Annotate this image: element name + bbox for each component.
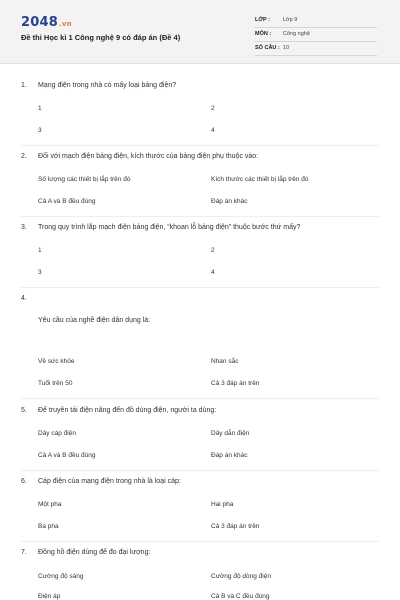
document-header <box>0 0 400 64</box>
option-d[interactable]: 4 <box>211 127 215 134</box>
option-d[interactable]: 4 <box>211 269 215 276</box>
option-c[interactable]: Tuổi trên 50 <box>38 380 73 387</box>
meta-subject <box>255 28 377 42</box>
option-b[interactable]: Cường độ dòng điện <box>211 573 271 580</box>
meta-count <box>255 42 377 56</box>
option-a[interactable]: Về sức khỏe <box>38 358 75 365</box>
option-a[interactable]: Số lượng các thiết bị lắp trên đó <box>38 176 131 183</box>
option-c[interactable]: Ba pha <box>38 523 59 530</box>
meta-class-label: LỚP : <box>255 17 270 23</box>
logo-suffix: .vn <box>58 20 72 28</box>
option-b[interactable]: 2 <box>211 105 215 112</box>
option-d[interactable]: Đáp án khác <box>211 452 248 459</box>
option-a[interactable]: 1 <box>38 105 42 112</box>
question-divider <box>21 541 379 542</box>
question-divider <box>21 287 379 288</box>
question-text: Cáp điện của mạng điện trong nhà là loại cáp: <box>38 478 181 485</box>
site-logo[interactable] <box>21 15 72 30</box>
question-number: 4. <box>21 295 27 302</box>
option-c[interactable]: 3 <box>38 269 42 276</box>
option-a[interactable]: Một pha <box>38 501 62 508</box>
meta-class <box>255 14 377 28</box>
question-divider <box>21 398 379 399</box>
question-number: 1. <box>21 82 27 89</box>
option-b[interactable]: Nhan sắc <box>211 358 239 365</box>
meta-count-label: SỐ CÂU : <box>255 45 280 51</box>
meta-subject-label: MÔN : <box>255 31 272 37</box>
option-d[interactable]: Cả 3 đáp án trên <box>211 523 260 530</box>
question-number: 5. <box>21 407 27 414</box>
question-divider <box>21 216 379 217</box>
question-text: Mạng điện trong nhà có mấy loại bảng điện? <box>38 82 177 89</box>
question-text: Để truyền tải điện năng đến đồ dùng điện, người ta dùng: <box>38 407 217 414</box>
option-b[interactable]: Dây dẫn điện <box>211 430 250 437</box>
option-c[interactable]: 3 <box>38 127 42 134</box>
option-a[interactable]: 1 <box>38 247 42 254</box>
question-text: Đồng hồ điện dùng để đo đại lượng: <box>38 549 151 556</box>
question-text: Yêu cầu của nghề điện dân dụng là: <box>38 317 151 324</box>
option-c[interactable]: Điện áp <box>38 593 61 600</box>
option-b[interactable]: Kích thước các thiết bị lắp trên đó <box>211 176 309 183</box>
question-number: 2. <box>21 153 27 160</box>
meta-class-value: Lớp 9 <box>283 17 298 23</box>
option-b[interactable]: Hai pha <box>211 501 234 508</box>
document-title: Đề thi Học kì 1 Công nghệ 9 có đáp án (Đề 4) <box>21 33 181 42</box>
option-d[interactable]: Cả B và C đều đúng <box>211 593 270 600</box>
option-d[interactable]: Cả 3 đáp án trên <box>211 380 260 387</box>
option-a[interactable]: Dây cáp điện <box>38 430 76 437</box>
option-d[interactable]: Đáp án khác <box>211 198 248 205</box>
option-b[interactable]: 2 <box>211 247 215 254</box>
question-text: Đối với mạch điện bảng điện, kích thước của bảng điện phụ thuộc vào: <box>38 153 259 160</box>
question-divider <box>21 145 379 146</box>
meta-count-value: 10 <box>283 45 290 51</box>
logo-text: 2048 <box>21 15 58 30</box>
question-text: Trong quy trình lắp mạch điện bảng điện, “khoan lỗ bảng điện” thuộc bước thứ mấy? <box>38 224 301 231</box>
question-number: 6. <box>21 478 27 485</box>
option-c[interactable]: Cả A và B đều đúng <box>38 452 96 459</box>
question-number: 3. <box>21 224 27 231</box>
question-divider <box>21 470 379 471</box>
option-c[interactable]: Cả A và B đều đúng <box>38 198 96 205</box>
option-a[interactable]: Cường độ sáng <box>38 573 84 580</box>
meta-subject-value: Công nghệ <box>283 31 310 37</box>
question-number: 7. <box>21 549 27 556</box>
